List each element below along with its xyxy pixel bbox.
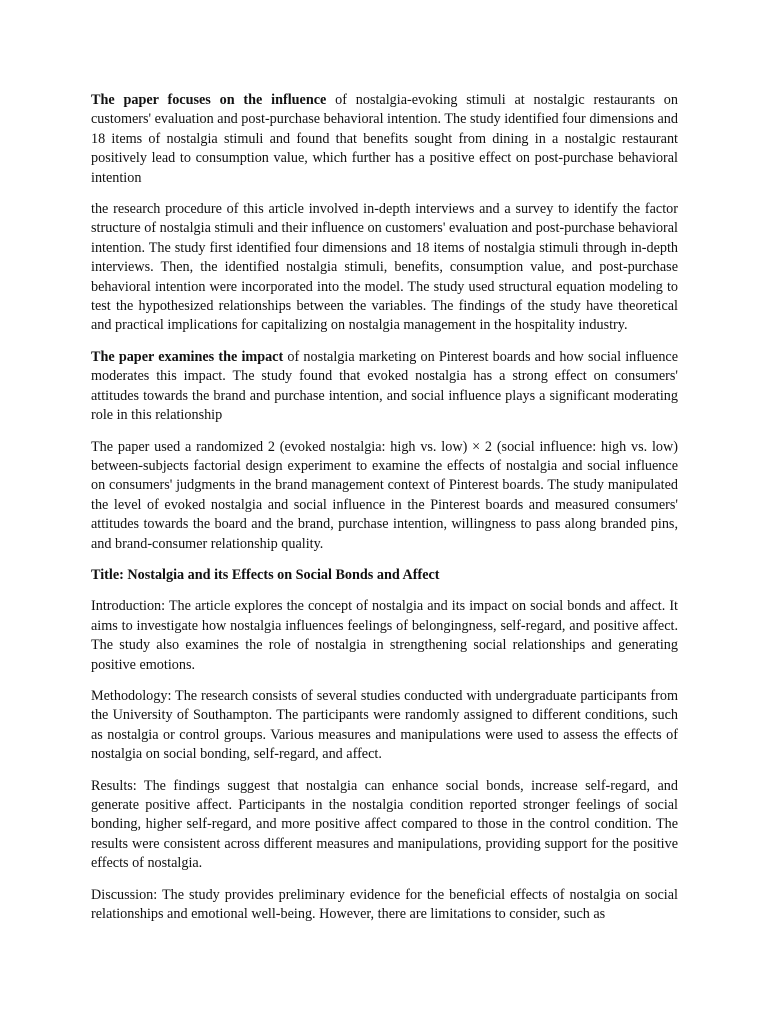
section-methodology: Methodology: The research consists of several studies conducted with undergraduate participants from the University of Southampton. The participants were randomly assigned to different conditions, such as nostalgia or control groups. Various measures and manipulations were used to assess the effects of nostalgia on social bonding, self-regard, and affect.	[91, 687, 678, 763]
paragraph-text: the research procedure of this article involved in-depth interviews and a survey to identify the factor structure of nostalgia stimuli and their influence on customers' evaluation and post-purchase behavioral intention. The study first identified four dimensions and 18 items of nostalgia stimuli through in-depth interviews. Then, the identified nostalgia stimuli, benefits, consumption value, and post-purchase behavioral intention were incorporated into the model. The study used structural equation modeling to test the hypothesized relationships between the variables. The findings of the study have theoretical and practical implications for capitalizing on nostalgia management in the hospitality industry.	[91, 201, 678, 334]
paragraph-restaurant-summary	[91, 91, 678, 188]
section-title: Title: Nostalgia and its Effects on Social Bonds and Affect	[91, 566, 440, 583]
paragraph-restaurant-procedure	[91, 200, 678, 336]
paragraph-lead: The paper focuses on the influence	[91, 92, 327, 108]
paragraph-text: of nostalgia-evoking stimuli at nostalgic restaurants on customers' evaluation and post-purchase behavioral intention. The study identified four dimensions and 18 items of nostalgia stimuli and found that benefits sought from dining in a nostalgic restaurant positively lead to consumption value, which further has a positive effect on post-purchase behavioral intention	[91, 92, 678, 186]
paragraph-text: The paper used a randomized 2 (evoked nostalgia: high vs. low) × 2 (social influence: high vs. low) between-subjects factorial design experiment to examine the effects of nostalgia and social influence on consumers' judgments in the brand management context of Pinterest boards. The study manipulated the level of evoked nostalgia and social influence in the Pinterest boards and measured consumers' attitudes towards the board and the brand, purchase intention, willingness to pass along branded pins, and brand-consumer relationship quality.	[91, 438, 678, 552]
section-introduction: Introduction: The article explores the concept of nostalgia and its impact on social bonds and affect. It aims to investigate how nostalgia influences feelings of belongingness, self-regard, and positive affect. The study also examines the role of nostalgia in strengthening social relationships and generating positive emotions.	[91, 598, 678, 673]
paragraph-pinterest-summary	[91, 348, 678, 426]
document-page	[91, 91, 678, 1024]
paragraph-lead: The paper examines the impact	[91, 348, 284, 365]
paragraph-pinterest-method	[91, 438, 678, 554]
paragraph-text: of nostalgia marketing on Pinterest boards and how social influence moderates this impact. The study found that evoked nostalgia has a strong effect on consumers' attitudes towards the brand and purchase intention, and social influence plays a significant moderating role in this relationship	[91, 348, 678, 424]
section-results: Results: The findings suggest that nostalgia can enhance social bonds, increase self-regard, and generate positive affect. Participants in the nostalgia condition reported stronger feelings of social bonding, higher self-regard, and more positive affect compared to those in the control condition. The results were consistent across different measures and manipulations, providing support for the positive effects of nostalgia.	[91, 777, 678, 872]
section-discussion: Discussion: The study provides preliminary evidence for the beneficial effects of nostalgia on social relationships and emotional well-being. However, there are limitations to consider, such as	[91, 886, 678, 923]
